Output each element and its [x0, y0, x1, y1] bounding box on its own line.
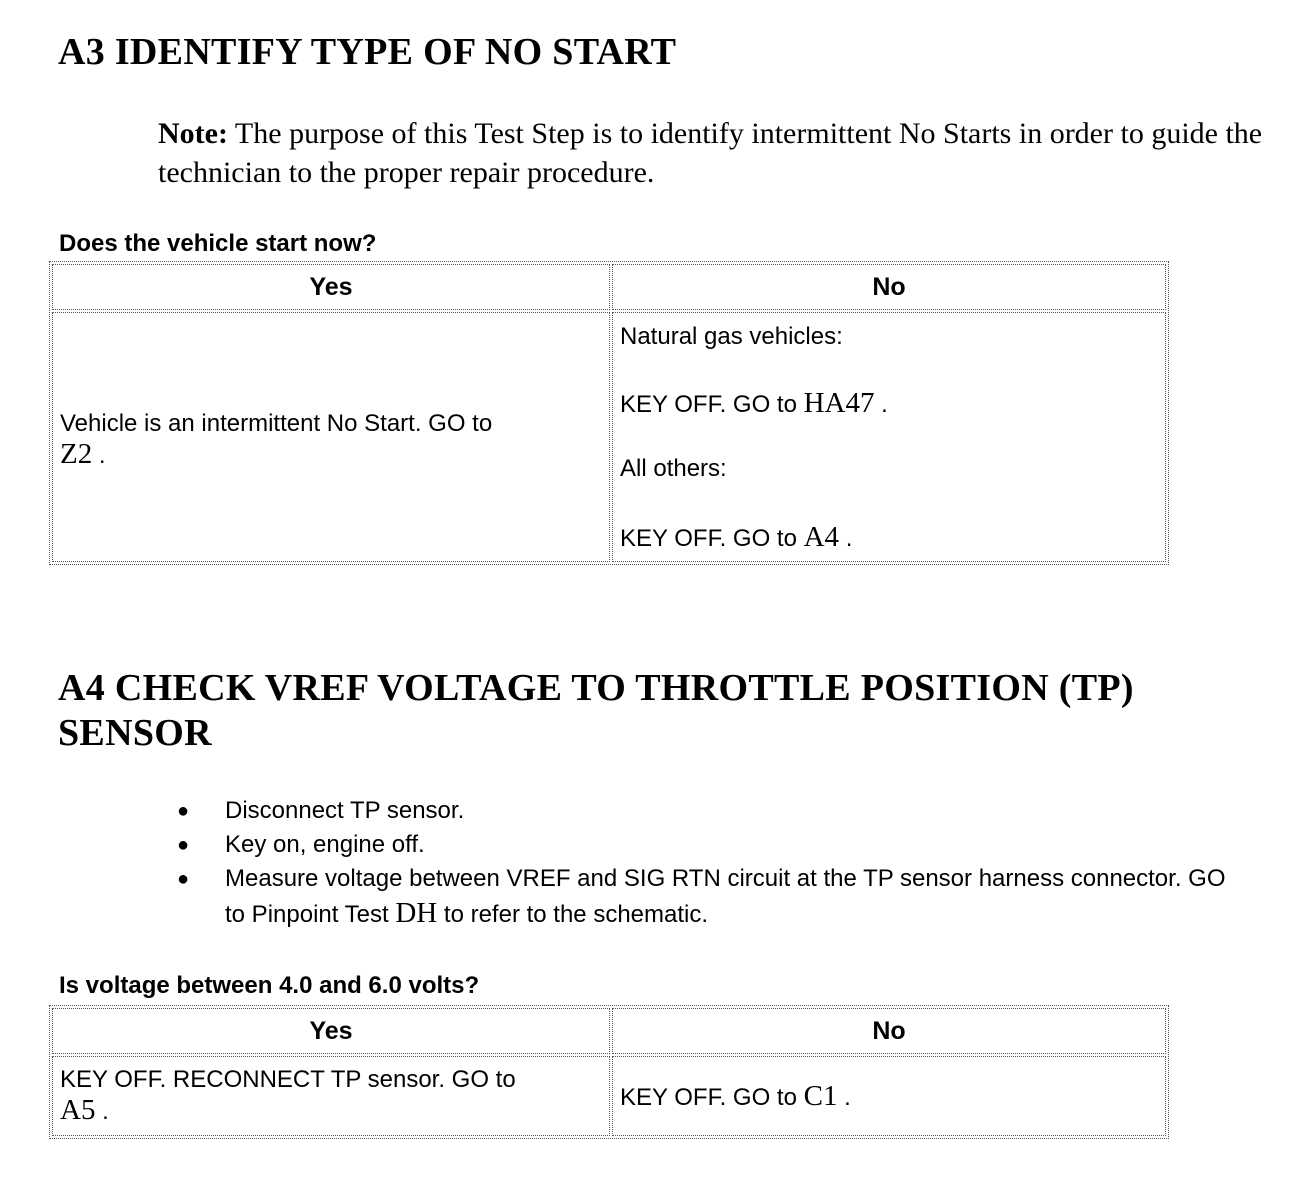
a3-note: [158, 114, 1278, 192]
natural-gas-suffix: .: [874, 391, 888, 418]
a3-question: Does the vehicle start now?: [59, 230, 377, 257]
a4-yes-cell: [52, 1056, 610, 1136]
a4-step-list: [170, 794, 1230, 932]
table-header-row: [52, 1008, 1166, 1054]
a4-no-suffix: .: [837, 1083, 851, 1111]
a4-yes-text: KEY OFF. RECONNECT TP sensor. GO to: [60, 1066, 516, 1093]
no-header: No: [612, 1008, 1166, 1054]
step-text: Disconnect TP sensor.: [225, 797, 465, 824]
table-header-row: [52, 264, 1166, 310]
note-text: The purpose of this Test Step is to identify intermittent No Starts in order to guide the technician to the proper repair procedure.: [158, 117, 1263, 189]
bullet-icon: ●: [177, 800, 190, 822]
bullet-icon: ●: [177, 868, 190, 890]
bullet-icon: ●: [177, 834, 190, 856]
a3-yes-text: Vehicle is an intermittent No Start. GO to: [60, 410, 493, 437]
all-others-text: KEY OFF. GO to: [620, 525, 804, 552]
all-others-instruction: [620, 522, 1158, 554]
a3-decision-table: [49, 261, 1169, 565]
list-item: [170, 828, 1230, 862]
link-c1[interactable]: C1: [803, 1079, 838, 1112]
link-dh[interactable]: DH: [395, 897, 438, 929]
table-row: [52, 312, 1166, 562]
note-label: Note:: [158, 117, 228, 150]
all-others-suffix: .: [839, 525, 853, 552]
link-z2[interactable]: Z2: [60, 438, 93, 470]
a3-no-cell: [612, 312, 1166, 562]
list-item: [170, 862, 1230, 932]
step-text: Key on, engine off.: [225, 831, 425, 858]
a4-title: A4 CHECK VREF VOLTAGE TO THROTTLE POSITION (TP) SENSOR: [58, 667, 1134, 754]
a4-no-text: KEY OFF. GO to: [620, 1083, 804, 1111]
yes-header: Yes: [52, 1008, 610, 1054]
link-ha47[interactable]: HA47: [803, 387, 875, 419]
a3-yes-cell: [52, 312, 610, 562]
a4-decision-table: [49, 1005, 1169, 1139]
natural-gas-text: KEY OFF. GO to: [620, 391, 804, 418]
a4-no-cell: [612, 1056, 1166, 1136]
yes-header: Yes: [52, 264, 610, 310]
a3-title: A3 IDENTIFY TYPE OF NO START: [58, 31, 677, 73]
a4-yes-suffix: .: [95, 1098, 109, 1125]
no-header: No: [612, 264, 1166, 310]
natural-gas-instruction: [620, 388, 1158, 420]
step-suffix: to refer to the schematic.: [437, 901, 709, 928]
all-others-label: All others:: [620, 455, 727, 482]
a3-yes-suffix: .: [92, 442, 106, 469]
a4-question: Is voltage between 4.0 and 6.0 volts?: [59, 972, 480, 999]
link-a4[interactable]: A4: [803, 521, 840, 553]
step-text: Measure voltage between VREF and SIG RTN circuit at the TP sensor harness connector. GO to Pinpoint Test: [225, 865, 1226, 928]
link-a5[interactable]: A5: [60, 1094, 96, 1126]
list-item: [170, 794, 1230, 828]
table-row: [52, 1056, 1166, 1136]
natural-gas-label: Natural gas vehicles:: [620, 323, 843, 350]
